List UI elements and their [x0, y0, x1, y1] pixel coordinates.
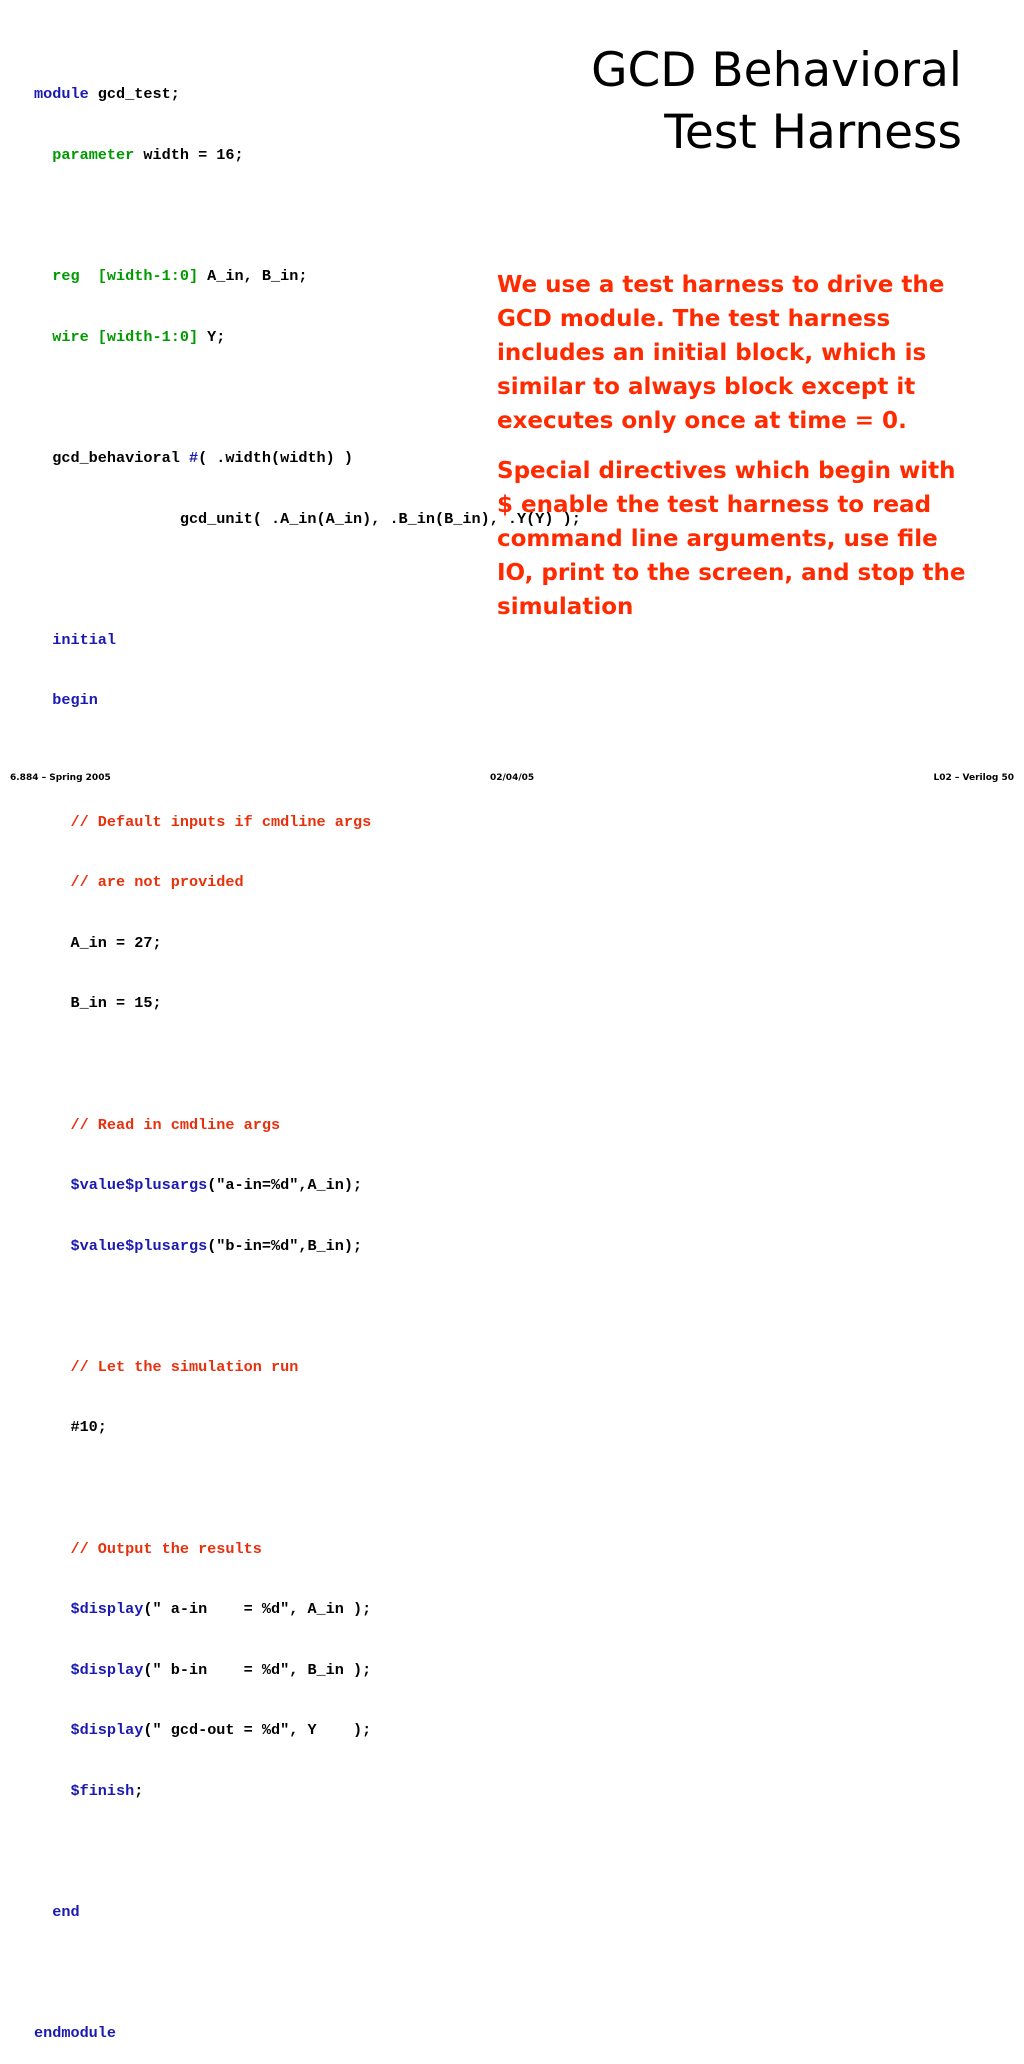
code-keyword: begin [52, 691, 98, 710]
code-line [34, 1660, 581, 1680]
code-indent [34, 267, 52, 285]
code-indent [34, 1237, 70, 1255]
code-comment: // Read in cmdline args [70, 1115, 281, 1134]
code-indent [34, 1721, 70, 1739]
code-text: #10; [34, 1418, 107, 1437]
code-text: A_in = 27; [34, 933, 162, 952]
code-system-task: $display [70, 1660, 144, 1679]
footer-course: 6.884 – Spring 2005 [10, 773, 111, 783]
code-indent [34, 1661, 70, 1679]
code-indent [34, 1903, 52, 1921]
code-text: gcd_unit( .A_in(A_in), .B_in(B_in), .Y(Y) ); [34, 509, 581, 528]
footer-date: 02/04/05 [490, 773, 535, 783]
code-text: (" b-in = %d", B_in ); [143, 1660, 372, 1679]
code-line [34, 933, 581, 953]
code-line [34, 690, 581, 710]
notes-paragraph-special-directives: Special directives which begin with $ enable the test harness to read command line arguments, use file IO, print to the screen, and stop the simulation [497, 458, 966, 620]
code-text: ( .width(width) ) [198, 448, 354, 467]
code-line [34, 812, 581, 832]
code-line [34, 84, 581, 104]
code-line-blank [34, 1478, 581, 1498]
code-indent [34, 813, 70, 831]
explanation-notes [497, 268, 967, 640]
code-keyword: end [52, 1903, 80, 1922]
code-line [34, 1720, 581, 1740]
code-keyword: # [188, 448, 199, 467]
code-text: (" a-in = %d", A_in ); [143, 1600, 372, 1619]
code-line-blank [34, 1963, 581, 1983]
code-indent [34, 1600, 70, 1618]
code-indent [34, 1782, 70, 1800]
code-line [34, 2023, 581, 2043]
notes-paragraph-test-harness: We use a test harness to drive the GCD module. The test harness includes an initial block, which is similar to always block except it executes only once at time = 0. [497, 272, 945, 434]
code-system-task: $display [70, 1721, 144, 1740]
code-comment: // Default inputs if cmdline args [70, 812, 372, 831]
code-keyword: endmodule [34, 2024, 117, 2043]
code-text: ("b-in=%d",B_in); [207, 1236, 363, 1255]
code-keyword: initial [52, 630, 117, 649]
code-indent [34, 1540, 70, 1558]
code-line [34, 1599, 581, 1619]
code-text: Y; [198, 327, 226, 346]
code-system-task: $value$plusargs [70, 1176, 208, 1195]
code-indent [34, 1116, 70, 1134]
code-line [34, 145, 581, 165]
code-type: reg [width-1:0] [52, 267, 199, 286]
code-line-blank [34, 206, 581, 226]
code-indent [34, 1176, 70, 1194]
code-text: A_in, B_in; [198, 267, 308, 286]
code-text: (" gcd-out = %d", Y ); [143, 1721, 372, 1740]
code-line [34, 872, 581, 892]
slide-title-line-2: Test Harness [664, 105, 962, 160]
code-indent [34, 631, 52, 649]
code-indent [34, 328, 52, 346]
code-system-task: $finish [70, 1782, 135, 1801]
code-line [34, 1539, 581, 1559]
code-line-blank [34, 1296, 581, 1316]
code-text: width = 16; [134, 146, 244, 164]
code-indent [34, 1358, 70, 1376]
code-comment: // are not provided [70, 873, 244, 892]
code-line-blank [34, 1842, 581, 1862]
code-text: ("a-in=%d",A_in); [207, 1176, 363, 1195]
code-text: ; [134, 1782, 144, 1801]
code-comment: // Let the simulation run [70, 1357, 299, 1376]
code-indent [34, 146, 52, 164]
code-indent [34, 691, 52, 709]
code-system-task: $value$plusargs [70, 1236, 208, 1255]
code-line [34, 1175, 581, 1195]
code-line [34, 1417, 581, 1437]
code-line [34, 1902, 581, 1922]
code-text: gcd_test; [88, 85, 180, 104]
code-line-blank [34, 751, 581, 771]
code-indent [34, 873, 70, 891]
footer-lecture-page: L02 – Verilog 50 [933, 773, 1014, 783]
code-line [34, 1357, 581, 1377]
code-text: gcd_behavioral [34, 448, 189, 467]
code-keyword: module [34, 85, 89, 104]
code-type: wire [width-1:0] [52, 327, 199, 346]
code-line [34, 1236, 581, 1256]
code-line [34, 1115, 581, 1135]
code-line-blank [34, 1054, 581, 1074]
code-line [34, 993, 581, 1013]
code-line [34, 1781, 581, 1801]
code-text: B_in = 15; [34, 994, 162, 1013]
code-system-task: $display [70, 1600, 144, 1619]
code-comment: // Output the results [70, 1539, 262, 1558]
code-type: parameter [52, 146, 135, 164]
slide-title-line-1: GCD Behavioral [591, 43, 962, 98]
